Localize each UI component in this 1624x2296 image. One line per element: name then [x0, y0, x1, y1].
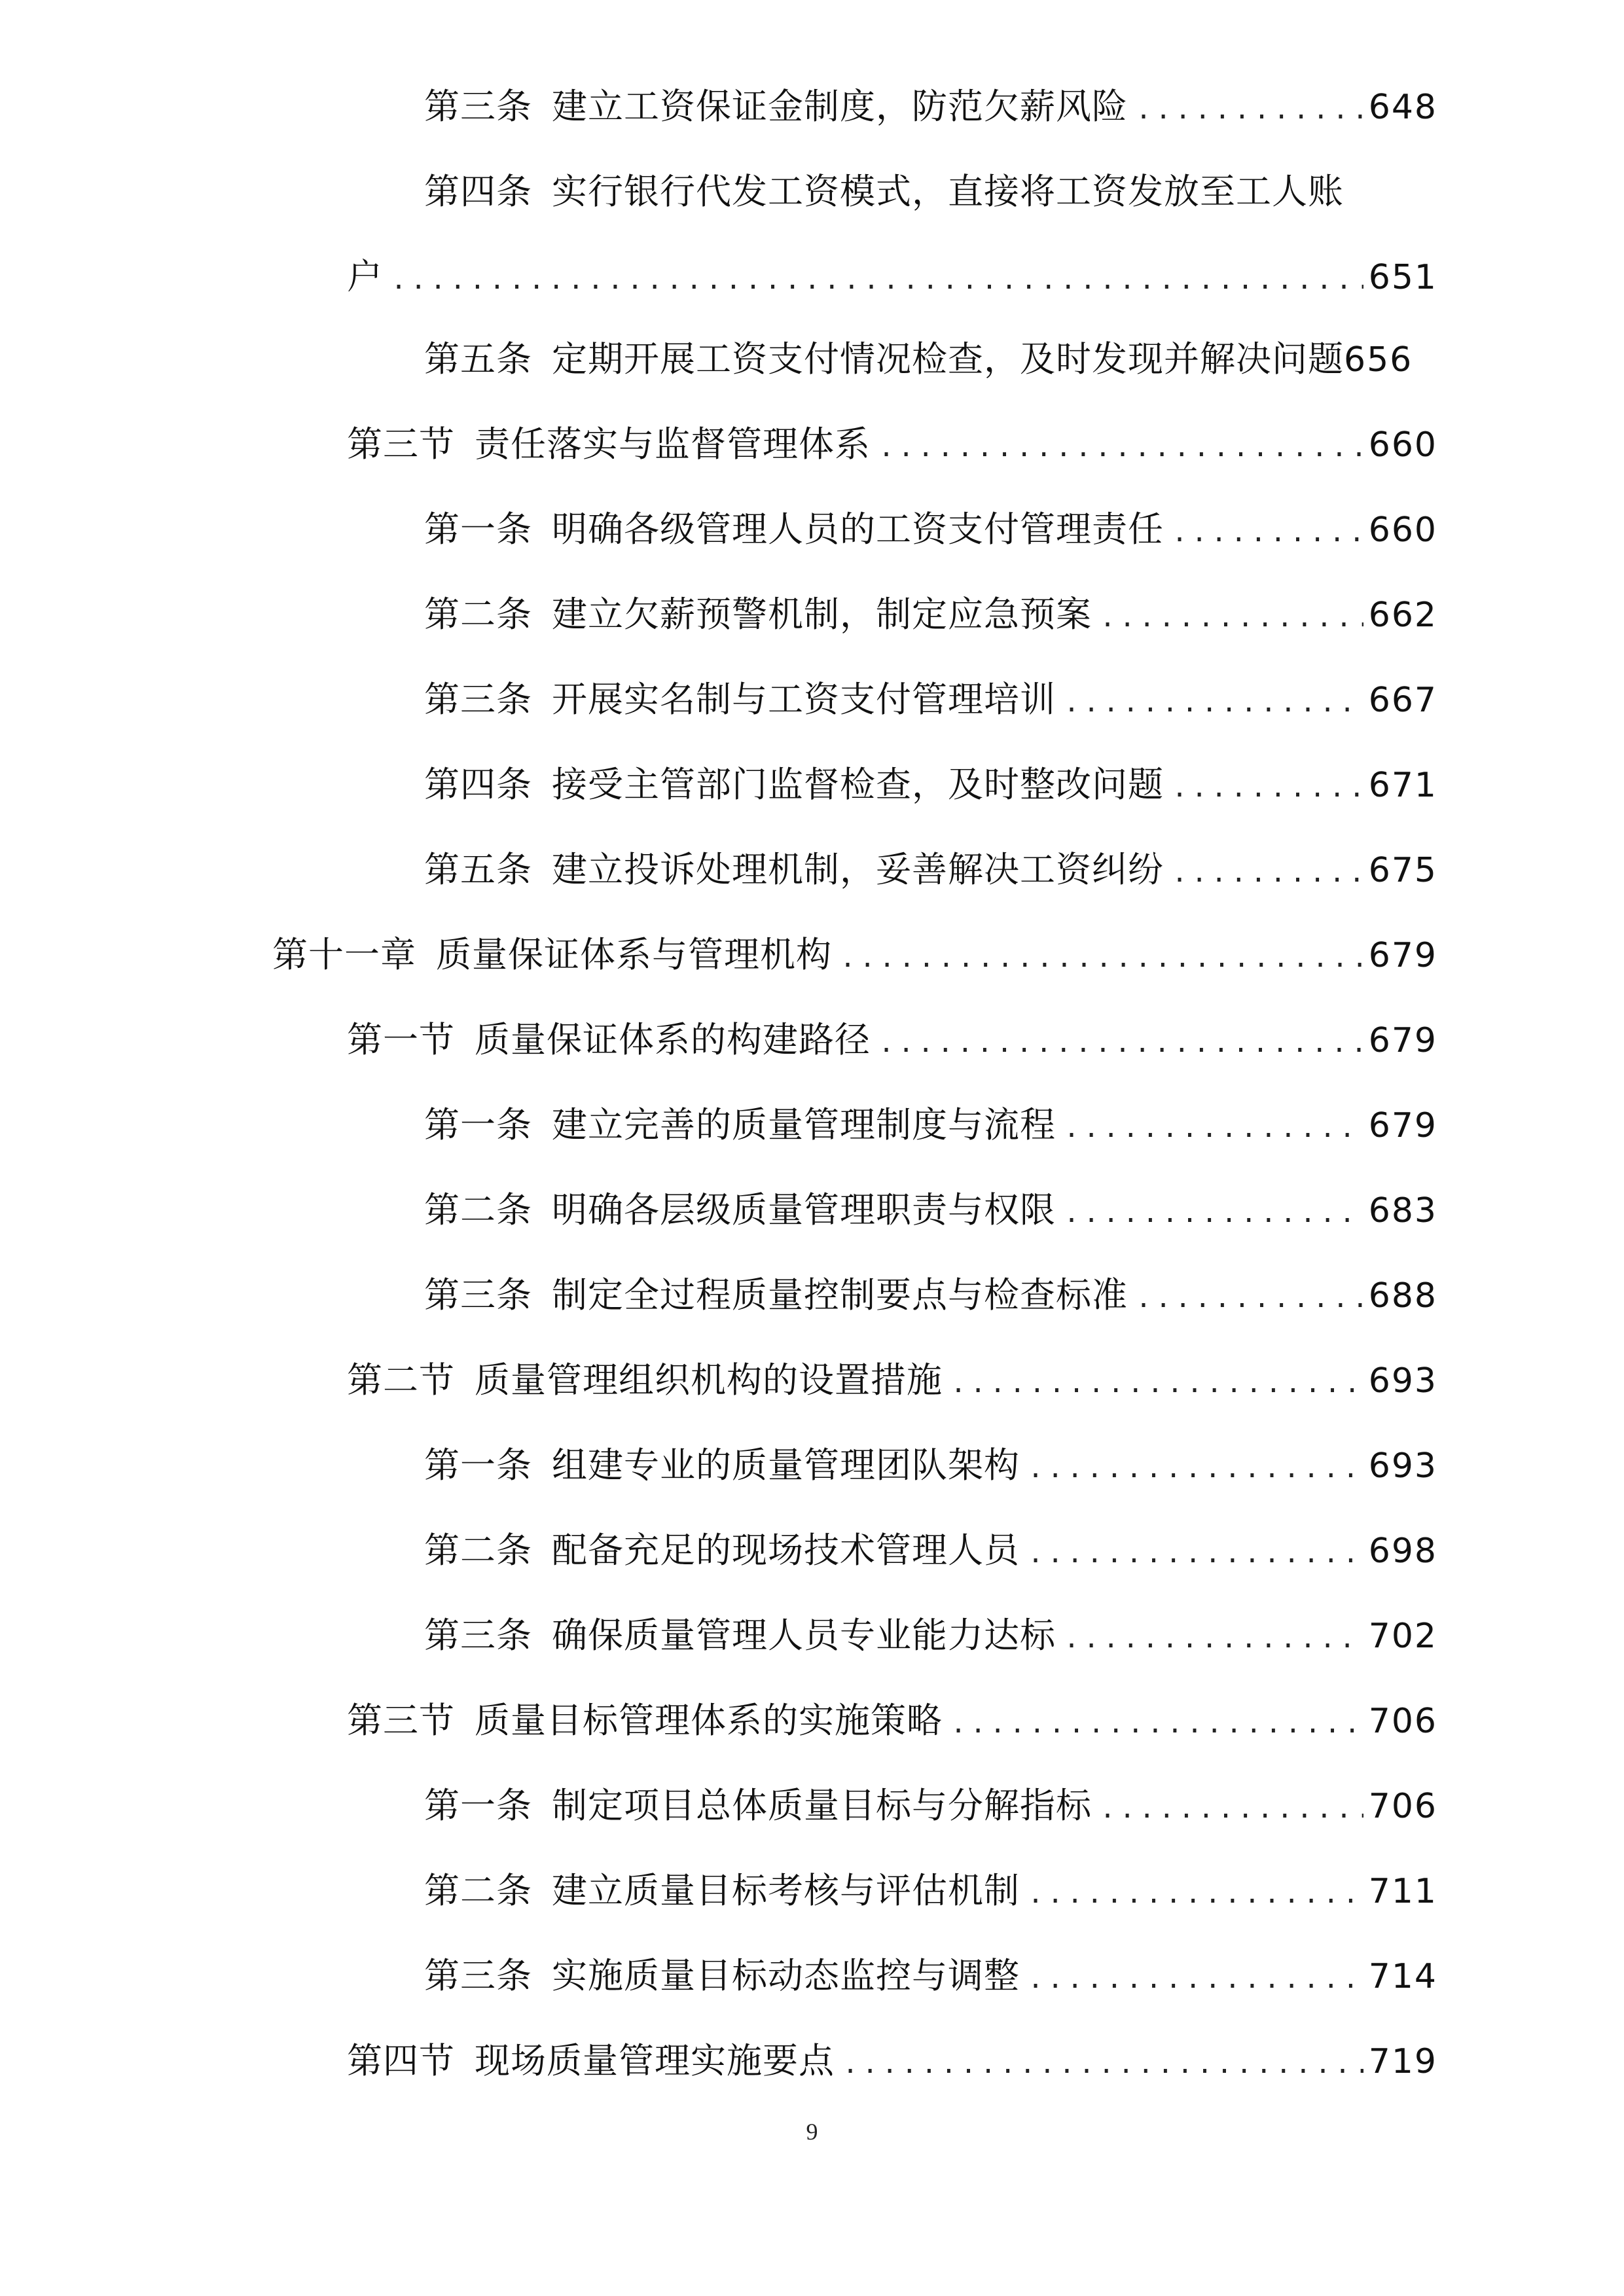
toc-page-number: 693	[1368, 1361, 1437, 1401]
toc-entry-section[interactable]	[347, 422, 1437, 467]
dot-leader	[1172, 510, 1363, 556]
toc-entry-article[interactable]	[424, 677, 1437, 723]
toc-entry-label: 第十一章	[272, 934, 416, 975]
toc-entry-title: 建立欠薪预警机制，制定应急预案	[552, 594, 1092, 635]
toc-entry-label: 第三条	[424, 1955, 532, 1996]
toc-entry-article[interactable]	[424, 1102, 1437, 1148]
toc-page-number: 648	[1368, 88, 1437, 127]
toc-entry-label: 第三节	[347, 1700, 455, 1741]
toc-entry-label: 第二条	[424, 594, 532, 635]
dot-leader	[1064, 1616, 1363, 1662]
toc-page-number: 702	[1368, 1617, 1437, 1656]
toc-entry-title: 定期开展工资支付情况检查，及时发现并解决问题	[552, 338, 1344, 380]
toc-entry-article[interactable]	[424, 84, 1437, 130]
toc-entry-article[interactable]	[424, 592, 1437, 637]
toc-entry-label: 第一节	[347, 1019, 455, 1060]
toc-entry-title: 制定全过程质量控制要点与检查标准	[552, 1274, 1128, 1316]
toc-entry-section[interactable]	[347, 1017, 1437, 1063]
toc-entry-article[interactable]	[424, 1783, 1437, 1829]
dot-leader	[840, 935, 1363, 981]
toc-entry-label: 第二条	[424, 1530, 532, 1571]
toc-page-number: 706	[1368, 1702, 1437, 1741]
toc-page-number: 679	[1368, 1021, 1437, 1060]
toc-entry-label: 第四条	[424, 171, 532, 212]
toc-entry-title: 建立质量目标考核与评估机制	[552, 1870, 1020, 1911]
toc-page-number: 667	[1368, 681, 1437, 720]
toc-page-number: 651	[1368, 258, 1437, 297]
toc-entry-article[interactable]	[424, 1953, 1437, 1999]
toc-entry-label: 第三条	[424, 1615, 532, 1656]
toc-entry-title: 建立投诉处理机制，妥善解决工资纠纷	[552, 849, 1164, 890]
dot-leader	[1172, 850, 1363, 896]
toc-entry-label: 第一条	[424, 1785, 532, 1826]
toc-entry-section[interactable]	[347, 2038, 1437, 2084]
toc-page-number: 693	[1368, 1446, 1437, 1486]
toc-entry-title: 明确各级管理人员的工资支付管理责任	[552, 509, 1164, 550]
toc-entry-article[interactable]	[424, 1868, 1437, 1914]
dot-leader	[1028, 1871, 1363, 1917]
page-footer-number: 9	[806, 2119, 818, 2145]
dot-leader	[1064, 1191, 1363, 1236]
toc-page-number: 660	[1368, 425, 1437, 465]
dot-leader	[1100, 1786, 1363, 1832]
toc-entry-label: 第一条	[424, 1444, 532, 1486]
dot-leader	[1100, 595, 1363, 641]
toc-entry-title: 建立工资保证金制度，防范欠薪风险	[552, 86, 1128, 127]
toc-entry-label: 第三条	[424, 86, 532, 127]
toc-entry-title: 配备充足的现场技术管理人员	[552, 1530, 1020, 1571]
toc-entry-title: 实行银行代发工资模式，直接将工资发放至工人账	[552, 171, 1344, 212]
toc-entry-article[interactable]	[424, 169, 1344, 215]
toc-entry-title: 责任落实与监督管理体系	[475, 423, 871, 465]
dot-leader	[1028, 1446, 1363, 1492]
toc-entry-article[interactable]	[424, 336, 1485, 382]
toc-entry-article[interactable]	[424, 507, 1437, 552]
toc-page-number: 719	[1368, 2042, 1437, 2081]
dot-leader	[1064, 680, 1363, 726]
toc-entry-title: 现场质量管理实施要点	[475, 2040, 835, 2081]
dot-leader	[1064, 1105, 1363, 1151]
toc-entry-label: 第四节	[347, 2040, 455, 2081]
toc-entry-article[interactable]	[424, 1613, 1437, 1659]
toc-entry-label: 第二条	[424, 1189, 532, 1230]
toc-page-number: 714	[1368, 1957, 1437, 1996]
dot-leader	[878, 1020, 1363, 1066]
toc-entry-title: 质量保证体系与管理机构	[436, 934, 832, 975]
toc-page-number: 688	[1368, 1276, 1437, 1316]
toc-entry-title: 质量目标管理体系的实施策略	[475, 1700, 943, 1741]
toc-entry-label: 第二节	[347, 1359, 455, 1401]
toc-entry-label: 第三条	[424, 1274, 532, 1316]
toc-entry-label: 第三条	[424, 679, 532, 720]
toc-entry-article[interactable]	[424, 1443, 1437, 1488]
toc-entry-title: 组建专业的质量管理团队架构	[552, 1444, 1020, 1486]
toc-entry-title: 实施质量目标动态监控与调整	[552, 1955, 1020, 1996]
toc-page-number: 711	[1368, 1872, 1437, 1911]
toc-entry-label: 第二条	[424, 1870, 532, 1911]
toc-entry-title: 质量保证体系的构建路径	[475, 1019, 871, 1060]
toc-page-number: 706	[1368, 1787, 1437, 1826]
toc-entry-article[interactable]	[424, 762, 1437, 808]
toc-page-number: 679	[1368, 936, 1437, 975]
dot-leader	[1028, 1531, 1363, 1577]
toc-entry-title: 质量管理组织机构的设置措施	[475, 1359, 943, 1401]
dot-leader	[950, 1701, 1363, 1747]
toc-entry-title-continued: 户	[347, 256, 383, 297]
toc-entry-title: 明确各层级质量管理职责与权限	[552, 1189, 1056, 1230]
toc-entry-section[interactable]	[347, 1698, 1437, 1744]
dot-leader	[842, 2041, 1363, 2087]
toc-entry-label: 第三节	[347, 423, 455, 465]
toc-entry-title: 建立完善的质量管理制度与流程	[552, 1104, 1056, 1145]
toc-entry-label: 第一条	[424, 509, 532, 550]
toc-entry-title: 确保质量管理人员专业能力达标	[552, 1615, 1056, 1656]
toc-page-number: 671	[1368, 766, 1437, 805]
dot-leader	[950, 1361, 1363, 1407]
dot-leader	[1136, 87, 1363, 133]
toc-entry-article[interactable]	[424, 1187, 1437, 1233]
toc-page-number: 660	[1368, 511, 1437, 550]
toc-entry-title: 接受主管部门监督检查，及时整改问题	[552, 764, 1164, 805]
toc-entry-article[interactable]	[424, 847, 1437, 893]
toc-entry-label: 第五条	[424, 338, 532, 380]
toc-page-number: 679	[1368, 1106, 1437, 1145]
dot-leader	[1172, 765, 1363, 811]
dot-leader	[1136, 1276, 1363, 1321]
toc-entry-article[interactable]	[424, 1528, 1437, 1573]
toc-entry-label: 第一条	[424, 1104, 532, 1145]
toc-entry-label: 第五条	[424, 849, 532, 890]
toc-page-number: 683	[1368, 1191, 1437, 1230]
dot-leader	[391, 257, 1363, 303]
toc-entry-article[interactable]	[424, 1272, 1437, 1318]
toc-entry-continuation[interactable]	[347, 254, 1437, 300]
toc-page-number: 656	[1344, 340, 1413, 380]
toc-entry-label: 第四条	[424, 764, 532, 805]
toc-page-number: 662	[1368, 596, 1437, 635]
toc-entry-title: 制定项目总体质量目标与分解指标	[552, 1785, 1092, 1826]
toc-page-number: 698	[1368, 1532, 1437, 1571]
dot-leader	[1028, 1956, 1363, 2002]
toc-entry-section[interactable]	[347, 1357, 1437, 1403]
toc-page-number: 675	[1368, 851, 1437, 890]
toc-entry-title: 开展实名制与工资支付管理培训	[552, 679, 1056, 720]
dot-leader	[878, 425, 1363, 471]
toc-entry-chapter[interactable]	[272, 932, 1437, 978]
